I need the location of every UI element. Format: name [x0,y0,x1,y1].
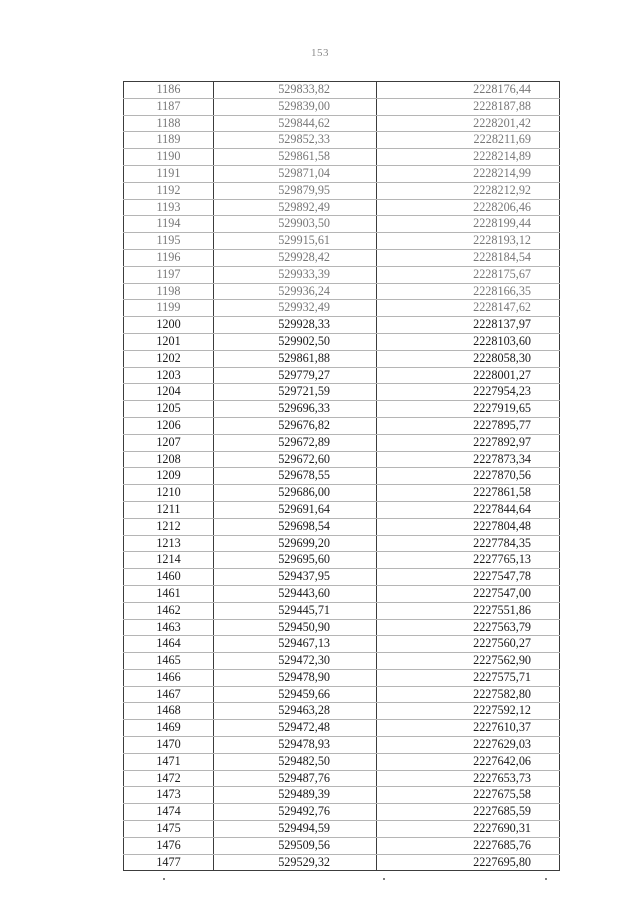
x-coordinate-cell: 529445,71 [214,602,377,619]
point-number-cell: 1188 [124,115,214,132]
y-coordinate-cell: 2228175,67 [377,266,560,283]
point-number-cell: 1186 [124,82,214,99]
table-row [124,518,560,535]
x-coordinate-cell: 529892,49 [214,199,377,216]
y-coordinate-cell: 2228206,46 [377,199,560,216]
x-coordinate-cell: 529472,48 [214,720,377,737]
x-coordinate-cell: 529699,20 [214,535,377,552]
y-coordinate-cell: 2228199,44 [377,216,560,233]
x-coordinate-cell: 529932,49 [214,300,377,317]
point-number-cell: 1212 [124,518,214,535]
table-row [124,619,560,636]
y-coordinate-cell: 2228058,30 [377,350,560,367]
point-number-cell: 1189 [124,132,214,149]
point-number-cell: 1207 [124,434,214,451]
y-coordinate-cell: 2227695,80 [377,854,560,871]
table-row [124,165,560,182]
x-coordinate-cell: 529852,33 [214,132,377,149]
x-coordinate-cell: 529861,58 [214,149,377,166]
table-row [124,132,560,149]
scan-mark [545,878,547,880]
table-row [124,401,560,418]
table-row [124,804,560,821]
x-coordinate-cell: 529691,64 [214,501,377,518]
x-coordinate-cell: 529933,39 [214,266,377,283]
point-number-cell: 1477 [124,854,214,871]
y-coordinate-cell: 2227551,86 [377,602,560,619]
point-number-cell: 1197 [124,266,214,283]
x-coordinate-cell: 529467,13 [214,636,377,653]
x-coordinate-cell: 529721,59 [214,384,377,401]
table-row [124,266,560,283]
scan-mark [383,878,385,880]
x-coordinate-cell: 529696,33 [214,401,377,418]
table-row [124,501,560,518]
point-number-cell: 1471 [124,753,214,770]
y-coordinate-cell: 2228193,12 [377,233,560,250]
point-number-cell: 1206 [124,417,214,434]
y-coordinate-cell: 2227592,12 [377,703,560,720]
point-number-cell: 1202 [124,350,214,367]
x-coordinate-cell: 529695,60 [214,552,377,569]
y-coordinate-cell: 2227685,76 [377,837,560,854]
table-row [124,98,560,115]
y-coordinate-cell: 2228214,99 [377,165,560,182]
point-number-cell: 1463 [124,619,214,636]
x-coordinate-cell: 529879,95 [214,182,377,199]
point-number-cell: 1209 [124,468,214,485]
x-coordinate-cell: 529472,30 [214,653,377,670]
scan-mark [163,878,165,880]
table-row [124,149,560,166]
table-row [124,753,560,770]
y-coordinate-cell: 2228212,92 [377,182,560,199]
x-coordinate-cell: 529903,50 [214,216,377,233]
y-coordinate-cell: 2228214,89 [377,149,560,166]
y-coordinate-cell: 2227765,13 [377,552,560,569]
y-coordinate-cell: 2227547,00 [377,585,560,602]
x-coordinate-cell: 529678,55 [214,468,377,485]
y-coordinate-cell: 2228187,88 [377,98,560,115]
point-number-cell: 1474 [124,804,214,821]
y-coordinate-cell: 2227575,71 [377,669,560,686]
y-coordinate-cell: 2227804,48 [377,518,560,535]
x-coordinate-cell: 529698,54 [214,518,377,535]
point-number-cell: 1199 [124,300,214,317]
y-coordinate-cell: 2227892,97 [377,434,560,451]
table-row [124,602,560,619]
table-row [124,283,560,300]
point-number-cell: 1213 [124,535,214,552]
point-number-cell: 1187 [124,98,214,115]
y-coordinate-cell: 2227610,37 [377,720,560,737]
table-row [124,585,560,602]
table-row [124,182,560,199]
table-row [124,837,560,854]
table-row [124,737,560,754]
point-number-cell: 1193 [124,199,214,216]
x-coordinate-cell: 529936,24 [214,283,377,300]
table-row [124,686,560,703]
table-row [124,770,560,787]
coordinates-table-body [124,82,560,871]
y-coordinate-cell: 2227844,64 [377,501,560,518]
x-coordinate-cell: 529686,00 [214,485,377,502]
table-row [124,569,560,586]
y-coordinate-cell: 2227629,03 [377,737,560,754]
point-number-cell: 1190 [124,149,214,166]
y-coordinate-cell: 2227954,23 [377,384,560,401]
y-coordinate-cell: 2227653,73 [377,770,560,787]
table-row [124,300,560,317]
x-coordinate-cell: 529437,95 [214,569,377,586]
x-coordinate-cell: 529482,50 [214,753,377,770]
point-number-cell: 1464 [124,636,214,653]
table-row [124,485,560,502]
y-coordinate-cell: 2227690,31 [377,821,560,838]
y-coordinate-cell: 2227562,90 [377,653,560,670]
y-coordinate-cell: 2227895,77 [377,417,560,434]
y-coordinate-cell: 2228184,54 [377,249,560,266]
table-row [124,787,560,804]
y-coordinate-cell: 2228176,44 [377,82,560,99]
x-coordinate-cell: 529478,93 [214,737,377,754]
x-coordinate-cell: 529529,32 [214,854,377,871]
x-coordinate-cell: 529459,66 [214,686,377,703]
point-number-cell: 1204 [124,384,214,401]
table-row [124,317,560,334]
point-number-cell: 1467 [124,686,214,703]
x-coordinate-cell: 529672,60 [214,451,377,468]
y-coordinate-cell: 2227563,79 [377,619,560,636]
y-coordinate-cell: 2227873,34 [377,451,560,468]
point-number-cell: 1460 [124,569,214,586]
table-row [124,115,560,132]
point-number-cell: 1195 [124,233,214,250]
table-row [124,199,560,216]
point-number-cell: 1461 [124,585,214,602]
coordinates-table [123,81,560,871]
x-coordinate-cell: 529861,88 [214,350,377,367]
table-row [124,216,560,233]
point-number-cell: 1203 [124,367,214,384]
table-row [124,333,560,350]
point-number-cell: 1475 [124,821,214,838]
table-row [124,720,560,737]
table-row [124,854,560,871]
table-row [124,669,560,686]
x-coordinate-cell: 529902,50 [214,333,377,350]
y-coordinate-cell: 2228201,42 [377,115,560,132]
point-number-cell: 1191 [124,165,214,182]
point-number-cell: 1196 [124,249,214,266]
x-coordinate-cell: 529915,61 [214,233,377,250]
table-row [124,367,560,384]
x-coordinate-cell: 529928,42 [214,249,377,266]
y-coordinate-cell: 2227784,35 [377,535,560,552]
x-coordinate-cell: 529833,82 [214,82,377,99]
point-number-cell: 1198 [124,283,214,300]
point-number-cell: 1205 [124,401,214,418]
y-coordinate-cell: 2227919,65 [377,401,560,418]
x-coordinate-cell: 529492,76 [214,804,377,821]
point-number-cell: 1472 [124,770,214,787]
table-row [124,384,560,401]
table-row [124,82,560,99]
point-number-cell: 1211 [124,501,214,518]
point-number-cell: 1200 [124,317,214,334]
x-coordinate-cell: 529839,00 [214,98,377,115]
point-number-cell: 1201 [124,333,214,350]
table-row [124,249,560,266]
x-coordinate-cell: 529494,59 [214,821,377,838]
y-coordinate-cell: 2227685,59 [377,804,560,821]
table-row [124,434,560,451]
scan-marks [0,878,640,884]
table-row [124,417,560,434]
table-row [124,552,560,569]
point-number-cell: 1465 [124,653,214,670]
table-row [124,821,560,838]
point-number-cell: 1192 [124,182,214,199]
x-coordinate-cell: 529489,39 [214,787,377,804]
table-row [124,703,560,720]
y-coordinate-cell: 2227870,56 [377,468,560,485]
point-number-cell: 1208 [124,451,214,468]
point-number-cell: 1466 [124,669,214,686]
x-coordinate-cell: 529928,33 [214,317,377,334]
point-number-cell: 1462 [124,602,214,619]
x-coordinate-cell: 529871,04 [214,165,377,182]
table-row [124,350,560,367]
point-number-cell: 1214 [124,552,214,569]
x-coordinate-cell: 529443,60 [214,585,377,602]
table-row [124,233,560,250]
y-coordinate-cell: 2228103,60 [377,333,560,350]
y-coordinate-cell: 2228147,62 [377,300,560,317]
table-row [124,535,560,552]
y-coordinate-cell: 2228001,27 [377,367,560,384]
y-coordinate-cell: 2227582,80 [377,686,560,703]
page-number: 153 [311,47,329,59]
point-number-cell: 1468 [124,703,214,720]
x-coordinate-cell: 529676,82 [214,417,377,434]
x-coordinate-cell: 529844,62 [214,115,377,132]
point-number-cell: 1210 [124,485,214,502]
x-coordinate-cell: 529509,56 [214,837,377,854]
y-coordinate-cell: 2228211,69 [377,132,560,149]
table-row [124,653,560,670]
y-coordinate-cell: 2228137,97 [377,317,560,334]
point-number-cell: 1470 [124,737,214,754]
y-coordinate-cell: 2227560,27 [377,636,560,653]
x-coordinate-cell: 529779,27 [214,367,377,384]
point-number-cell: 1476 [124,837,214,854]
x-coordinate-cell: 529487,76 [214,770,377,787]
table-row [124,468,560,485]
y-coordinate-cell: 2227675,58 [377,787,560,804]
x-coordinate-cell: 529478,90 [214,669,377,686]
table-row [124,451,560,468]
x-coordinate-cell: 529672,89 [214,434,377,451]
point-number-cell: 1194 [124,216,214,233]
table-row [124,636,560,653]
x-coordinate-cell: 529450,90 [214,619,377,636]
point-number-cell: 1473 [124,787,214,804]
y-coordinate-cell: 2227547,78 [377,569,560,586]
x-coordinate-cell: 529463,28 [214,703,377,720]
y-coordinate-cell: 2228166,35 [377,283,560,300]
y-coordinate-cell: 2227861,58 [377,485,560,502]
point-number-cell: 1469 [124,720,214,737]
y-coordinate-cell: 2227642,06 [377,753,560,770]
